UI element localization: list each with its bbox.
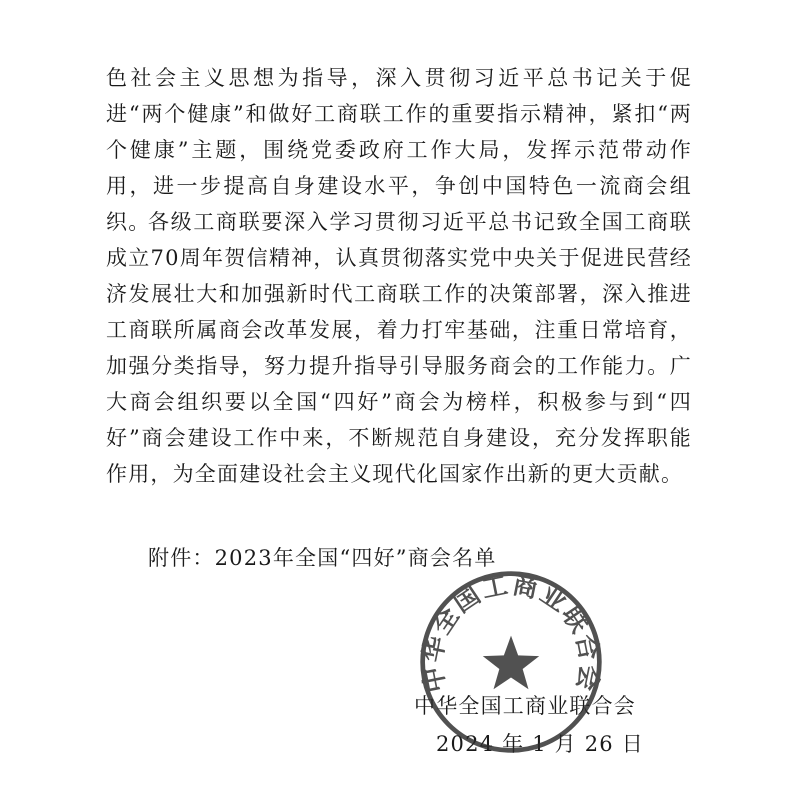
issuing-organization: 中华全国工商业联合会 [414, 694, 636, 718]
star-icon [483, 636, 539, 690]
attachment-line: 附件：2023年全国“四好”商会名单 [148, 546, 497, 570]
seal-text: 中华全国工商业联合会 [417, 569, 605, 696]
issue-date: 2024 年 1 月 26 日 [436, 732, 644, 756]
body-paragraph-1: 色社会主义思想为指导，深入贯彻习近平总书记关于促进“两个健康”和做好工商联工作的重要指示精神，紧扣“两个健康”主题，围绕党委政府工作大局，发挥示范带动作用，进一步提高自身建设水平，争创中国特色一流商会组织。 [106, 66, 692, 234]
official-seal [417, 568, 605, 756]
body-paragraph-2: 各级工商联要深入学习贯彻习近平总书记致全国工商联成立70周年贺信精神，认真贯彻落实党中央关于促进民营经济发展壮大和加强新时代工商联工作的决策部署，深入推进工商联所属商会改革发展，着力打牢基础，注重日常培育，加强分类指导，努力提升指导引导服务商会的工作能力。广大商会组织要以全国“四好”商会为榜样，积极参与到“四好”商会建设工作中来，不断规范自身建设，充分发挥职能作用，为全面建设社会主义现代化国家作出新的更大贡献。 [106, 210, 692, 486]
